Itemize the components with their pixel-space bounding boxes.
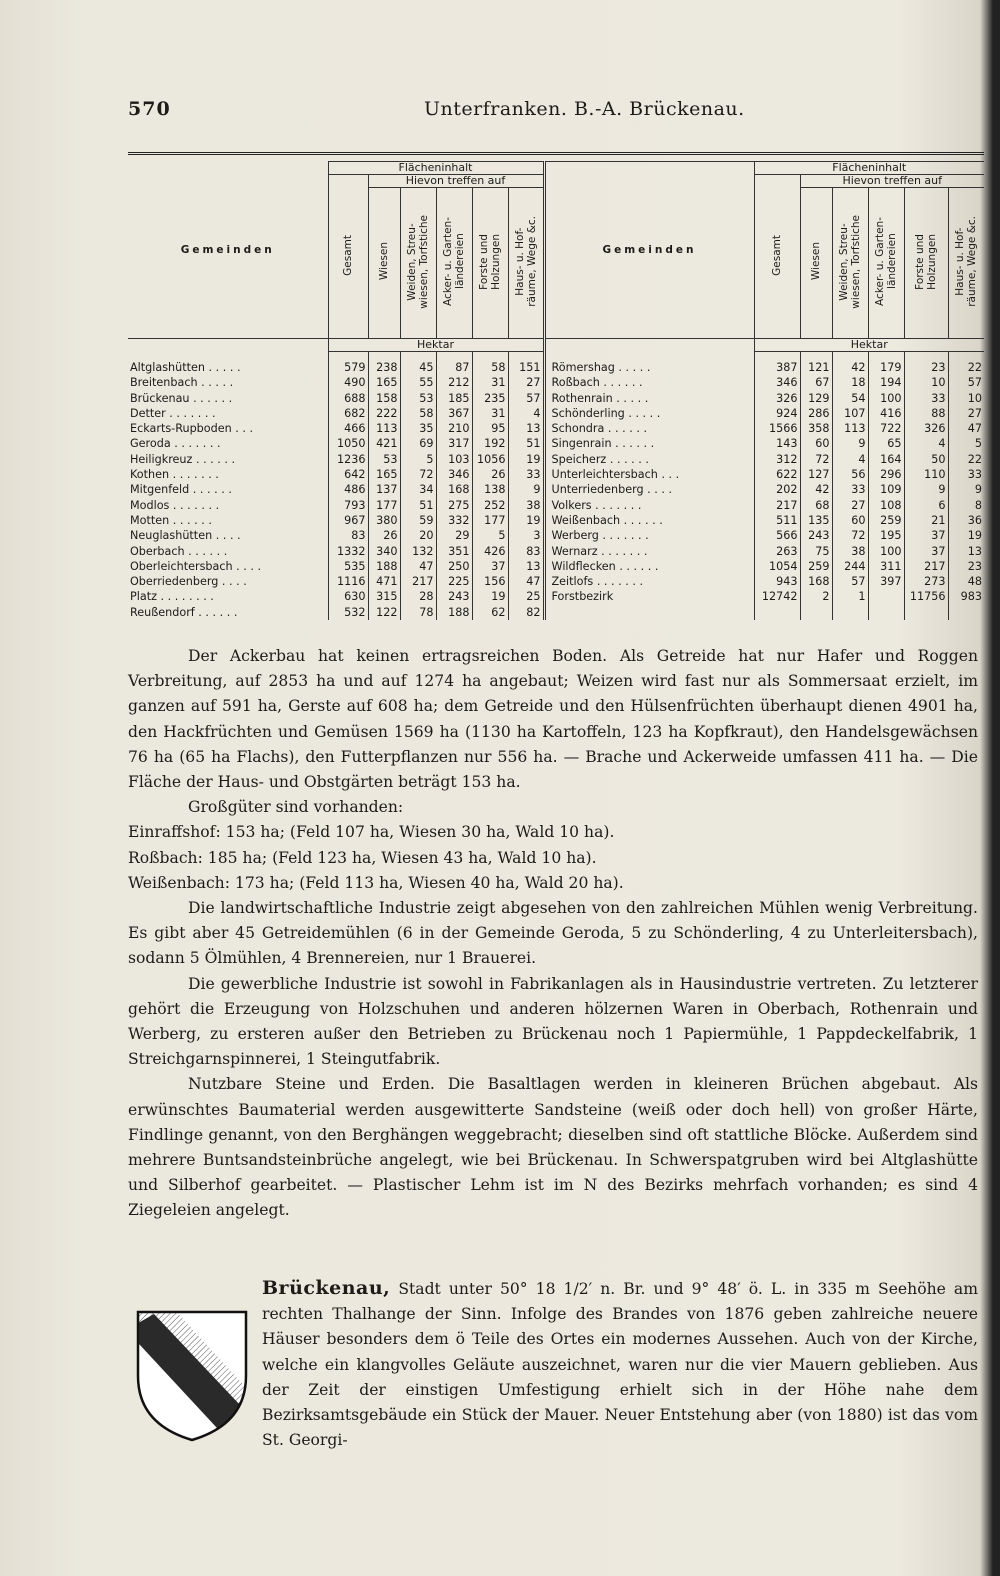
cell-acker: 351 [436,544,472,559]
cell-weiden: 38 [832,544,868,559]
table-row [128,589,984,604]
cell-gesamt: 217 [754,498,800,513]
cell-wiesen: 26 [368,528,400,543]
cell-gesamt: 490 [328,375,368,390]
body-text [128,644,978,1224]
cell-haus: 13 [508,559,544,574]
cell-wiesen: 113 [368,421,400,436]
municipality-name: Singenrain . . . . . . [544,436,754,451]
cell-wiesen: 135 [800,513,832,528]
cell-gesamt [754,605,800,620]
municipality-name: Speicherz . . . . . . [544,452,754,467]
cell-gesamt: 682 [328,406,368,421]
cell-haus: 47 [948,421,984,436]
cell-forste: 156 [472,574,508,589]
municipality-name: Oberleichtersbach . . . . [130,559,262,573]
cell-wiesen: 168 [800,574,832,589]
cell-haus: 9 [948,482,984,497]
municipality-name: Platz . . . . . . . . [130,590,214,604]
cell-wiesen: 127 [800,467,832,482]
table-row [128,482,984,497]
cell-haus: 22 [948,352,984,376]
cell-acker: 332 [436,513,472,528]
cell-gesamt: 967 [328,513,368,528]
table-row [128,391,984,406]
cell-haus: 4 [508,406,544,421]
cell-haus: 13 [508,421,544,436]
cell-acker: 188 [436,605,472,620]
table-row [128,452,984,467]
cell-acker: 164 [868,452,904,467]
cell-forste: 10 [904,375,948,390]
municipality-name: Schönderling . . . . . [544,406,754,421]
cell-forste: 110 [904,467,948,482]
cell-gesamt: 532 [328,605,368,620]
cell-wiesen: 129 [800,391,832,406]
cell-gesamt: 83 [328,528,368,543]
cell-wiesen: 380 [368,513,400,528]
cell-wiesen: 68 [800,498,832,513]
cell-gesamt: 326 [754,391,800,406]
cell-gesamt: 12742 [754,589,800,604]
cell-wiesen: 158 [368,391,400,406]
cell-gesamt: 1116 [328,574,368,589]
cell-weiden: 72 [832,528,868,543]
table-row [128,406,984,421]
cell-forste: 9 [904,482,948,497]
cell-wiesen: 60 [800,436,832,451]
municipality-name: Volkers . . . . . . . [544,498,754,513]
cell-haus: 36 [948,513,984,528]
cell-haus: 25 [508,589,544,604]
cell-forste: 426 [472,544,508,559]
cell-weiden: 60 [832,513,868,528]
cell-haus: 23 [948,559,984,574]
cell-weiden: 217 [400,574,436,589]
cell-weiden: 27 [832,498,868,513]
cell-forste: 37 [472,559,508,574]
entry-text: Stadt unter 50° 18 1/2′ n. Br. und 9° 48′ ö. L. in 335 m Seehöhe am rechten Thalhange der Sinn. Infolge des Brandes von 1876 geben zahlreiche neuere Häuser besonders dem ö Teile des Ortes ein modernes Aussehen. Auch von der Kirche, welche ein klangvolles Geläute auszeichnet, waren nur die vier Mauern geblieben. Aus der Zeit der einstigen Umfestigung erhielt sich in der Höhe nahe dem Bezirksamtsgebäude ein Stück der Mauer. Neuer Entstehung aber (von 1880) ist das vom St. Georgi- [262,1280,978,1450]
cell-acker: 109 [868,482,904,497]
col-gesamt-right: Gesamt [754,175,800,339]
municipality-name: Unterriedenberg . . . . [544,482,754,497]
cell-forste: 58 [472,352,508,376]
paragraph: Die landwirtschaftliche Industrie zeigt abgesehen von den zahlreichen Mühlen wenig Verbreitung. Es gibt aber 45 Getreidemühlen (6 in der Gemeinde Geroda, 5 zu Schönderling, 4 zu Unterleitersbach), sodann 5 Ölmühlen, 4 Brennereien, nur 1 Brauerei. [128,899,978,968]
cell-weiden: 58 [400,406,436,421]
cell-weiden: 47 [400,559,436,574]
cell-weiden: 56 [832,467,868,482]
cell-wiesen: 42 [800,482,832,497]
table-row [128,528,984,543]
cell-acker: 87 [436,352,472,376]
municipality-name: Breitenbach . . . . . [130,376,234,390]
table-row [128,467,984,482]
cell-gesamt: 143 [754,436,800,451]
cell-weiden: 42 [832,352,868,376]
cell-haus: 47 [508,574,544,589]
cell-forste: 138 [472,482,508,497]
cell-forste: 37 [904,528,948,543]
col-wiesen-left: Wiesen [368,188,400,339]
cell-wiesen: 121 [800,352,832,376]
cell-forste: 23 [904,352,948,376]
municipality-name: Forstbezirk [544,589,754,604]
cell-acker: 225 [436,574,472,589]
cell-wiesen: 358 [800,421,832,436]
cell-haus: 19 [948,528,984,543]
cell-forste: 21 [904,513,948,528]
coat-of-arms-icon [132,1306,252,1446]
cell-weiden: 1 [832,589,868,604]
cell-gesamt: 1236 [328,452,368,467]
cell-gesamt: 202 [754,482,800,497]
municipality-name: Modlos . . . . . . . [130,498,220,512]
cell-acker [868,605,904,620]
cell-haus: 5 [948,436,984,451]
cell-haus: 983 [948,589,984,604]
col-wiesen-right: Wiesen [800,188,832,339]
col-haus-right: Haus- u. Hof- räume, Wege &c. [948,188,984,339]
area-statistics-table [128,152,984,620]
cell-wiesen: 67 [800,375,832,390]
municipality-name: Detter . . . . . . . [130,406,216,420]
cell-acker: 346 [436,467,472,482]
col-acker-left: Acker- u. Garten- ländereien [436,188,472,339]
cell-gesamt: 642 [328,467,368,482]
cell-weiden: 53 [400,391,436,406]
cell-weiden: 9 [832,436,868,451]
cell-forste: 37 [904,544,948,559]
cell-gesamt: 1054 [754,559,800,574]
cell-wiesen: 165 [368,375,400,390]
cell-wiesen: 2 [800,589,832,604]
cell-weiden: 54 [832,391,868,406]
cell-acker: 185 [436,391,472,406]
cell-haus: 19 [508,452,544,467]
cell-wiesen: 122 [368,605,400,620]
municipality-name: Unterleichtersbach . . . [544,467,754,482]
cell-weiden [832,605,868,620]
table-row [128,436,984,451]
cell-weiden: 57 [832,574,868,589]
cell-forste [904,605,948,620]
col-subgroup-left: Hievon treffen auf [368,175,544,188]
cell-wiesen: 238 [368,352,400,376]
municipality-name: Römershag . . . . . [544,352,754,376]
col-acker-right: Acker- u. Garten- ländereien [868,188,904,339]
municipality-name: Heiligkreuz . . . . . . [130,452,236,466]
cell-haus: 27 [948,406,984,421]
cell-haus: 8 [948,498,984,513]
cell-haus: 48 [948,574,984,589]
cell-haus: 27 [508,375,544,390]
cell-forste: 1056 [472,452,508,467]
cell-forste: 50 [904,452,948,467]
municipality-name: Kothen . . . . . . . [130,468,219,482]
cell-wiesen: 188 [368,559,400,574]
col-group-flaecheninhalt-left: Flächeninhalt [328,162,544,175]
paragraph: Einraffshof: 153 ha; (Feld 107 ha, Wiesen 30 ha, Wald 10 ha). [128,823,615,842]
cell-gesamt: 387 [754,352,800,376]
table-row [128,421,984,436]
cell-acker: 100 [868,544,904,559]
cell-haus: 22 [948,452,984,467]
cell-gesamt: 312 [754,452,800,467]
cell-wiesen: 137 [368,482,400,497]
cell-gesamt: 1566 [754,421,800,436]
cell-acker: 397 [868,574,904,589]
cell-wiesen: 259 [800,559,832,574]
cell-acker: 275 [436,498,472,513]
cell-wiesen: 243 [800,528,832,543]
col-gemeinden-left: Gemeinden [128,162,328,339]
paragraph: Großgüter sind vorhanden: [188,798,404,817]
municipality-name: Schondra . . . . . . [544,421,754,436]
cell-haus: 82 [508,605,544,620]
cell-acker: 296 [868,467,904,482]
cell-haus: 51 [508,436,544,451]
cell-weiden: 107 [832,406,868,421]
cell-wiesen: 471 [368,574,400,589]
cell-acker: 722 [868,421,904,436]
municipality-name: Geroda . . . . . . . [130,437,221,451]
municipality-name: Rothenrain . . . . . [544,391,754,406]
paragraph: Nutzbare Steine und Erden. Die Basaltlagen werden in kleineren Brüchen abgebaut. Als erwünschtes Baumaterial werden ausgewitterte Sandsteine (weiß oder doch hell) von großer Härte, Findlinge genannt, von den Berghängen weggebracht; dieselben sind oft stattliche Blöcke. Außerdem sind mehrere Buntsandsteinbrüche angelegt, wie bei Brückenau. In Schwerspatgruben wird bei Altglashütte und Silberhof gearbeitet. — Plastischer Lehm ist im N des Bezirks mehrfach vorhanden; es sind 4 Ziegeleien angelegt. [128,1075,978,1220]
table-row [128,605,984,620]
cell-haus [948,605,984,620]
cell-forste: 235 [472,391,508,406]
cell-acker: 311 [868,559,904,574]
cell-forste: 192 [472,436,508,451]
cell-acker: 210 [436,421,472,436]
cell-weiden: 55 [400,375,436,390]
cell-haus: 57 [948,375,984,390]
cell-gesamt: 579 [328,352,368,376]
cell-gesamt: 630 [328,589,368,604]
cell-acker: 195 [868,528,904,543]
table-row [128,574,984,589]
cell-acker: 317 [436,436,472,451]
cell-gesamt: 1050 [328,436,368,451]
col-weiden-right: Weiden, Streu- wiesen, Torfstiche [832,188,868,339]
col-forste-right: Forste und Holzungen [904,188,948,339]
cell-wiesen [800,605,832,620]
cell-weiden: 78 [400,605,436,620]
cell-acker: 243 [436,589,472,604]
cell-gesamt: 622 [754,467,800,482]
cell-forste: 217 [904,559,948,574]
cell-acker [868,589,904,604]
cell-forste: 177 [472,513,508,528]
municipality-name: Reußendorf . . . . . . [130,605,238,619]
unit-label-right: Hektar [754,339,984,352]
cell-weiden: 35 [400,421,436,436]
municipality-name: Zeitlofs . . . . . . . [544,574,754,589]
cell-haus: 57 [508,391,544,406]
municipality-name: Werberg . . . . . . . [544,528,754,543]
cell-gesamt: 1332 [328,544,368,559]
col-haus-left: Haus- u. Hof- räume, Wege &c. [508,188,544,339]
cell-acker: 108 [868,498,904,513]
cell-wiesen: 222 [368,406,400,421]
municipality-name: Oberbach . . . . . . [130,544,228,558]
cell-forste: 31 [472,375,508,390]
cell-forste: 31 [472,406,508,421]
cell-acker: 212 [436,375,472,390]
cell-gesamt: 566 [754,528,800,543]
cell-haus: 10 [948,391,984,406]
table-row [128,513,984,528]
cell-gesamt: 486 [328,482,368,497]
cell-haus: 9 [508,482,544,497]
municipality-name: Weißenbach . . . . . . [544,513,754,528]
cell-forste: 33 [904,391,948,406]
cell-wiesen: 75 [800,544,832,559]
cell-forste: 26 [472,467,508,482]
col-forste-left: Forste und Holzungen [472,188,508,339]
paragraph: Weißenbach: 173 ha; (Feld 113 ha, Wiesen 40 ha, Wald 20 ha). [128,873,624,892]
entry-title: Brückenau, [262,1277,391,1299]
cell-forste: 95 [472,421,508,436]
cell-gesamt: 346 [754,375,800,390]
cell-forste: 19 [472,589,508,604]
cell-weiden: 132 [400,544,436,559]
cell-weiden: 72 [400,467,436,482]
col-subgroup-right: Hievon treffen auf [800,175,984,188]
cell-forste: 5 [472,528,508,543]
cell-acker: 168 [436,482,472,497]
municipality-name: Wernarz . . . . . . . [544,544,754,559]
cell-acker: 250 [436,559,472,574]
cell-weiden: 20 [400,528,436,543]
col-gesamt-left: Gesamt [328,175,368,339]
cell-haus: 38 [508,498,544,513]
cell-acker: 416 [868,406,904,421]
cell-gesamt: 466 [328,421,368,436]
municipality-name: Motten . . . . . . [130,513,212,527]
municipality-name: Eckarts-Rupboden . . . [130,422,254,436]
cell-haus: 13 [948,544,984,559]
municipality-name: Brückenau . . . . . . [130,391,233,405]
cell-weiden: 34 [400,482,436,497]
cell-forste: 326 [904,421,948,436]
col-gemeinden-right: Gemeinden [544,162,754,339]
brueckenau-entry [262,1276,978,1453]
page-number: 570 [128,98,171,120]
cell-forste: 6 [904,498,948,513]
cell-haus: 19 [508,513,544,528]
municipality-name: Neuglashütten . . . . [130,529,241,543]
cell-acker: 100 [868,391,904,406]
cell-acker: 179 [868,352,904,376]
paragraph: Der Ackerbau hat keinen ertragsreichen Boden. Als Getreide hat nur Hafer und Roggen Verbreitung, auf 2853 ha und auf 1274 ha angebaut; Weizen wird fast nur als Sommersaat erzielt, im ganzen auf 591 ha, Gerste auf 608 ha; dem Getreide und den Hülsenfrüchten überhaupt dienen 4901 ha, den Hackfrüchten und Gemüsen 1569 ha (1130 ha Kartoffeln, 123 ha Kopfkraut), den Handelsgewächsen 76 ha (65 ha Flachs), den Futterpflanzen nur 556 ha. — Brache und Ackerweide umfassen 411 ha. — Die Fläche der Haus- und Obstgärten beträgt 153 ha. [128,647,978,792]
col-group-flaecheninhalt-right: Flächeninhalt [754,162,984,175]
cell-wiesen: 286 [800,406,832,421]
cell-haus: 83 [508,544,544,559]
unit-label-left: Hektar [328,339,544,352]
cell-wiesen: 340 [368,544,400,559]
cell-haus: 33 [948,467,984,482]
col-weiden-left: Weiden, Streu- wiesen, Torfstiche [400,188,436,339]
cell-haus: 151 [508,352,544,376]
cell-weiden: 244 [832,559,868,574]
cell-haus: 33 [508,467,544,482]
cell-forste: 252 [472,498,508,513]
municipality-name: Mitgenfeld . . . . . . [130,483,232,497]
paragraph: Die gewerbliche Industrie ist sowohl in Fabrikanlagen als in Hausindustrie vertreten. Zu letzterer gehört die Erzeugung von Holzschuhen und anderen hölzernen Waren in Oberbach, Rothenrain und Werberg, zu ersteren außer den Betrieben zu Brückenau noch 1 Papiermühle, 1 Pappdeckelfabrik, 1 Streichgarnspinnerei, 1 Steingutfabrik. [128,974,978,1069]
cell-wiesen: 421 [368,436,400,451]
cell-forste: 11756 [904,589,948,604]
cell-acker: 259 [868,513,904,528]
cell-forste: 4 [904,436,948,451]
cell-acker: 367 [436,406,472,421]
cell-weiden: 51 [400,498,436,513]
cell-acker: 29 [436,528,472,543]
municipality-name: Oberriedenberg . . . . [130,575,247,589]
municipality-name: Roßbach . . . . . . [544,375,754,390]
cell-wiesen: 53 [368,452,400,467]
cell-gesamt: 511 [754,513,800,528]
paragraph: Roßbach: 185 ha; (Feld 123 ha, Wiesen 43 ha, Wald 10 ha). [128,848,597,867]
cell-forste: 62 [472,605,508,620]
cell-wiesen: 165 [368,467,400,482]
running-title: Unterfranken. B.-A. Brückenau. [424,98,745,120]
cell-haus: 3 [508,528,544,543]
table-row [128,498,984,513]
cell-acker: 194 [868,375,904,390]
cell-acker: 103 [436,452,472,467]
cell-weiden: 28 [400,589,436,604]
cell-weiden: 45 [400,352,436,376]
cell-weiden: 33 [832,482,868,497]
cell-gesamt: 924 [754,406,800,421]
cell-weiden: 18 [832,375,868,390]
table-row [128,544,984,559]
cell-forste: 273 [904,574,948,589]
cell-weiden: 4 [832,452,868,467]
cell-gesamt: 943 [754,574,800,589]
cell-gesamt: 688 [328,391,368,406]
cell-weiden: 5 [400,452,436,467]
table-row [128,559,984,574]
cell-gesamt: 535 [328,559,368,574]
cell-weiden: 59 [400,513,436,528]
municipality-name [544,605,754,620]
cell-wiesen: 72 [800,452,832,467]
table-row [128,375,984,390]
table-row [128,352,984,376]
municipality-name: Altglashütten . . . . . [130,360,241,374]
cell-wiesen: 177 [368,498,400,513]
municipality-name: Wildflecken . . . . . . [544,559,754,574]
cell-acker: 65 [868,436,904,451]
cell-gesamt: 793 [328,498,368,513]
page-header [128,98,978,128]
cell-weiden: 69 [400,436,436,451]
cell-gesamt: 263 [754,544,800,559]
cell-weiden: 113 [832,421,868,436]
cell-forste: 88 [904,406,948,421]
cell-wiesen: 315 [368,589,400,604]
